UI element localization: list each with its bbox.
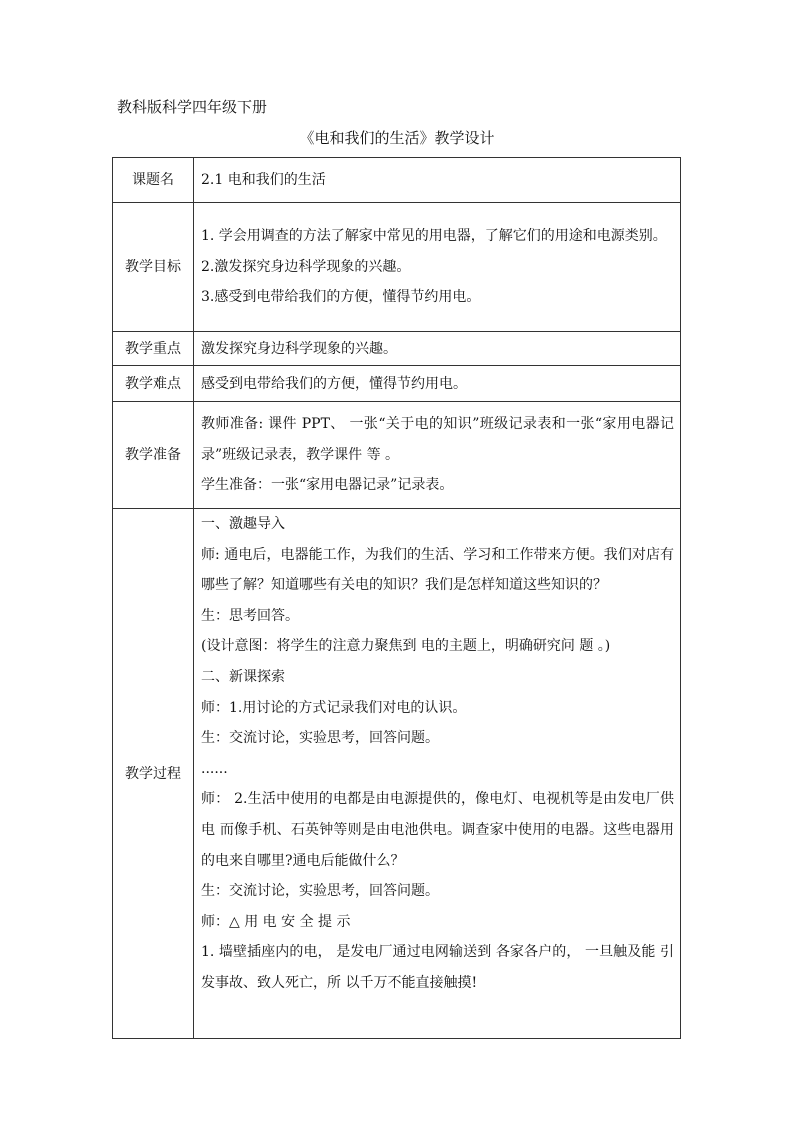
topic-value bbox=[194, 158, 681, 203]
focus-content bbox=[194, 332, 681, 366]
difficulty-label: 教学难点 bbox=[113, 366, 194, 402]
document-title: 《电和我们的生活》教学设计 bbox=[299, 129, 495, 147]
topic-text: 2.1 电和我们的生活 bbox=[201, 172, 326, 188]
process-content bbox=[194, 509, 681, 1039]
process-line: 二、新课探索 bbox=[201, 668, 285, 685]
process-line: (设计意图：将学生的注意力聚焦到 电的主题上，明确研究问 题 。) bbox=[201, 638, 611, 655]
student-preparation: 学生准备：一张“家用电器记录”记录表。 bbox=[201, 477, 454, 494]
process-line: 师： 2.生活中使用的电都是由电源提供的，像电灯、电视机等是由发电厂供电 而像手机、石英钟等则是由电池供电。调查家中使用的电器。这些电器用的电来自哪里?通电后能做什么？ bbox=[201, 791, 674, 869]
row-goals bbox=[113, 203, 681, 332]
goal-item: 2.激发探究身边科学现象的兴趣。 bbox=[201, 258, 411, 275]
grade-book-line: 教科版科学四年级下册 bbox=[117, 98, 268, 116]
row-topic bbox=[113, 158, 681, 203]
difficulty-content bbox=[194, 366, 681, 402]
lesson-plan-table bbox=[112, 157, 681, 1039]
difficulty-text: 感受到电带给我们的方便，懂得节约用电。 bbox=[201, 375, 467, 392]
teacher-preparation: 教师准备: 课件 PPT、 一张“关于电的知识”班级记录表和一张“家用电器记录”班级记录表，教学课件 等 。 bbox=[201, 416, 674, 463]
goal-item: 3.感受到电带给我们的方便，懂得节约用电。 bbox=[201, 289, 481, 306]
topic-label: 课题名 bbox=[113, 158, 194, 203]
process-line: 师: 通电后，电器能工作，为我们的生活、学习和工作带来方便。我们对店有哪些了解？知道哪些有关电的知识？我们是怎样知道这些知识的？ bbox=[201, 546, 674, 594]
process-line: 师：△ 用 电 安 全 提 示 bbox=[201, 913, 351, 930]
process-line: ...... bbox=[201, 760, 228, 777]
row-focus bbox=[113, 332, 681, 366]
process-line: 师：1.用讨论的方式记录我们对电的认识。 bbox=[201, 699, 467, 716]
preparation-label: 教学准备 bbox=[113, 402, 194, 509]
focus-label: 教学重点 bbox=[113, 332, 194, 366]
process-line: 1. 墙壁插座内的电， 是发电厂通过电网输送到 各家各户的， 一旦触及能 引发事故、致人死亡，所 以千万不能直接触摸! bbox=[201, 944, 674, 991]
goals-content bbox=[194, 203, 681, 332]
row-difficulty bbox=[113, 366, 681, 402]
preparation-content bbox=[194, 402, 681, 509]
process-line: 生：交流讨论，实验思考，回答问题。 bbox=[201, 883, 439, 900]
process-label: 教学过程 bbox=[113, 509, 194, 1039]
row-preparation bbox=[113, 402, 681, 509]
process-line: 生：思考回答。 bbox=[201, 607, 299, 624]
process-line: 生：交流讨论，实验思考，回答问题。 bbox=[201, 730, 439, 747]
process-line: 一、激趣导入 bbox=[201, 516, 285, 532]
goals-label: 教学目标 bbox=[113, 203, 194, 332]
goal-item: 1. 学会用调查的方法了解家中常见的用电器，了解它们的用途和电源类别。 bbox=[201, 228, 667, 245]
focus-text: 激发探究身边科学现象的兴趣。 bbox=[201, 340, 397, 357]
row-process bbox=[113, 509, 681, 1039]
